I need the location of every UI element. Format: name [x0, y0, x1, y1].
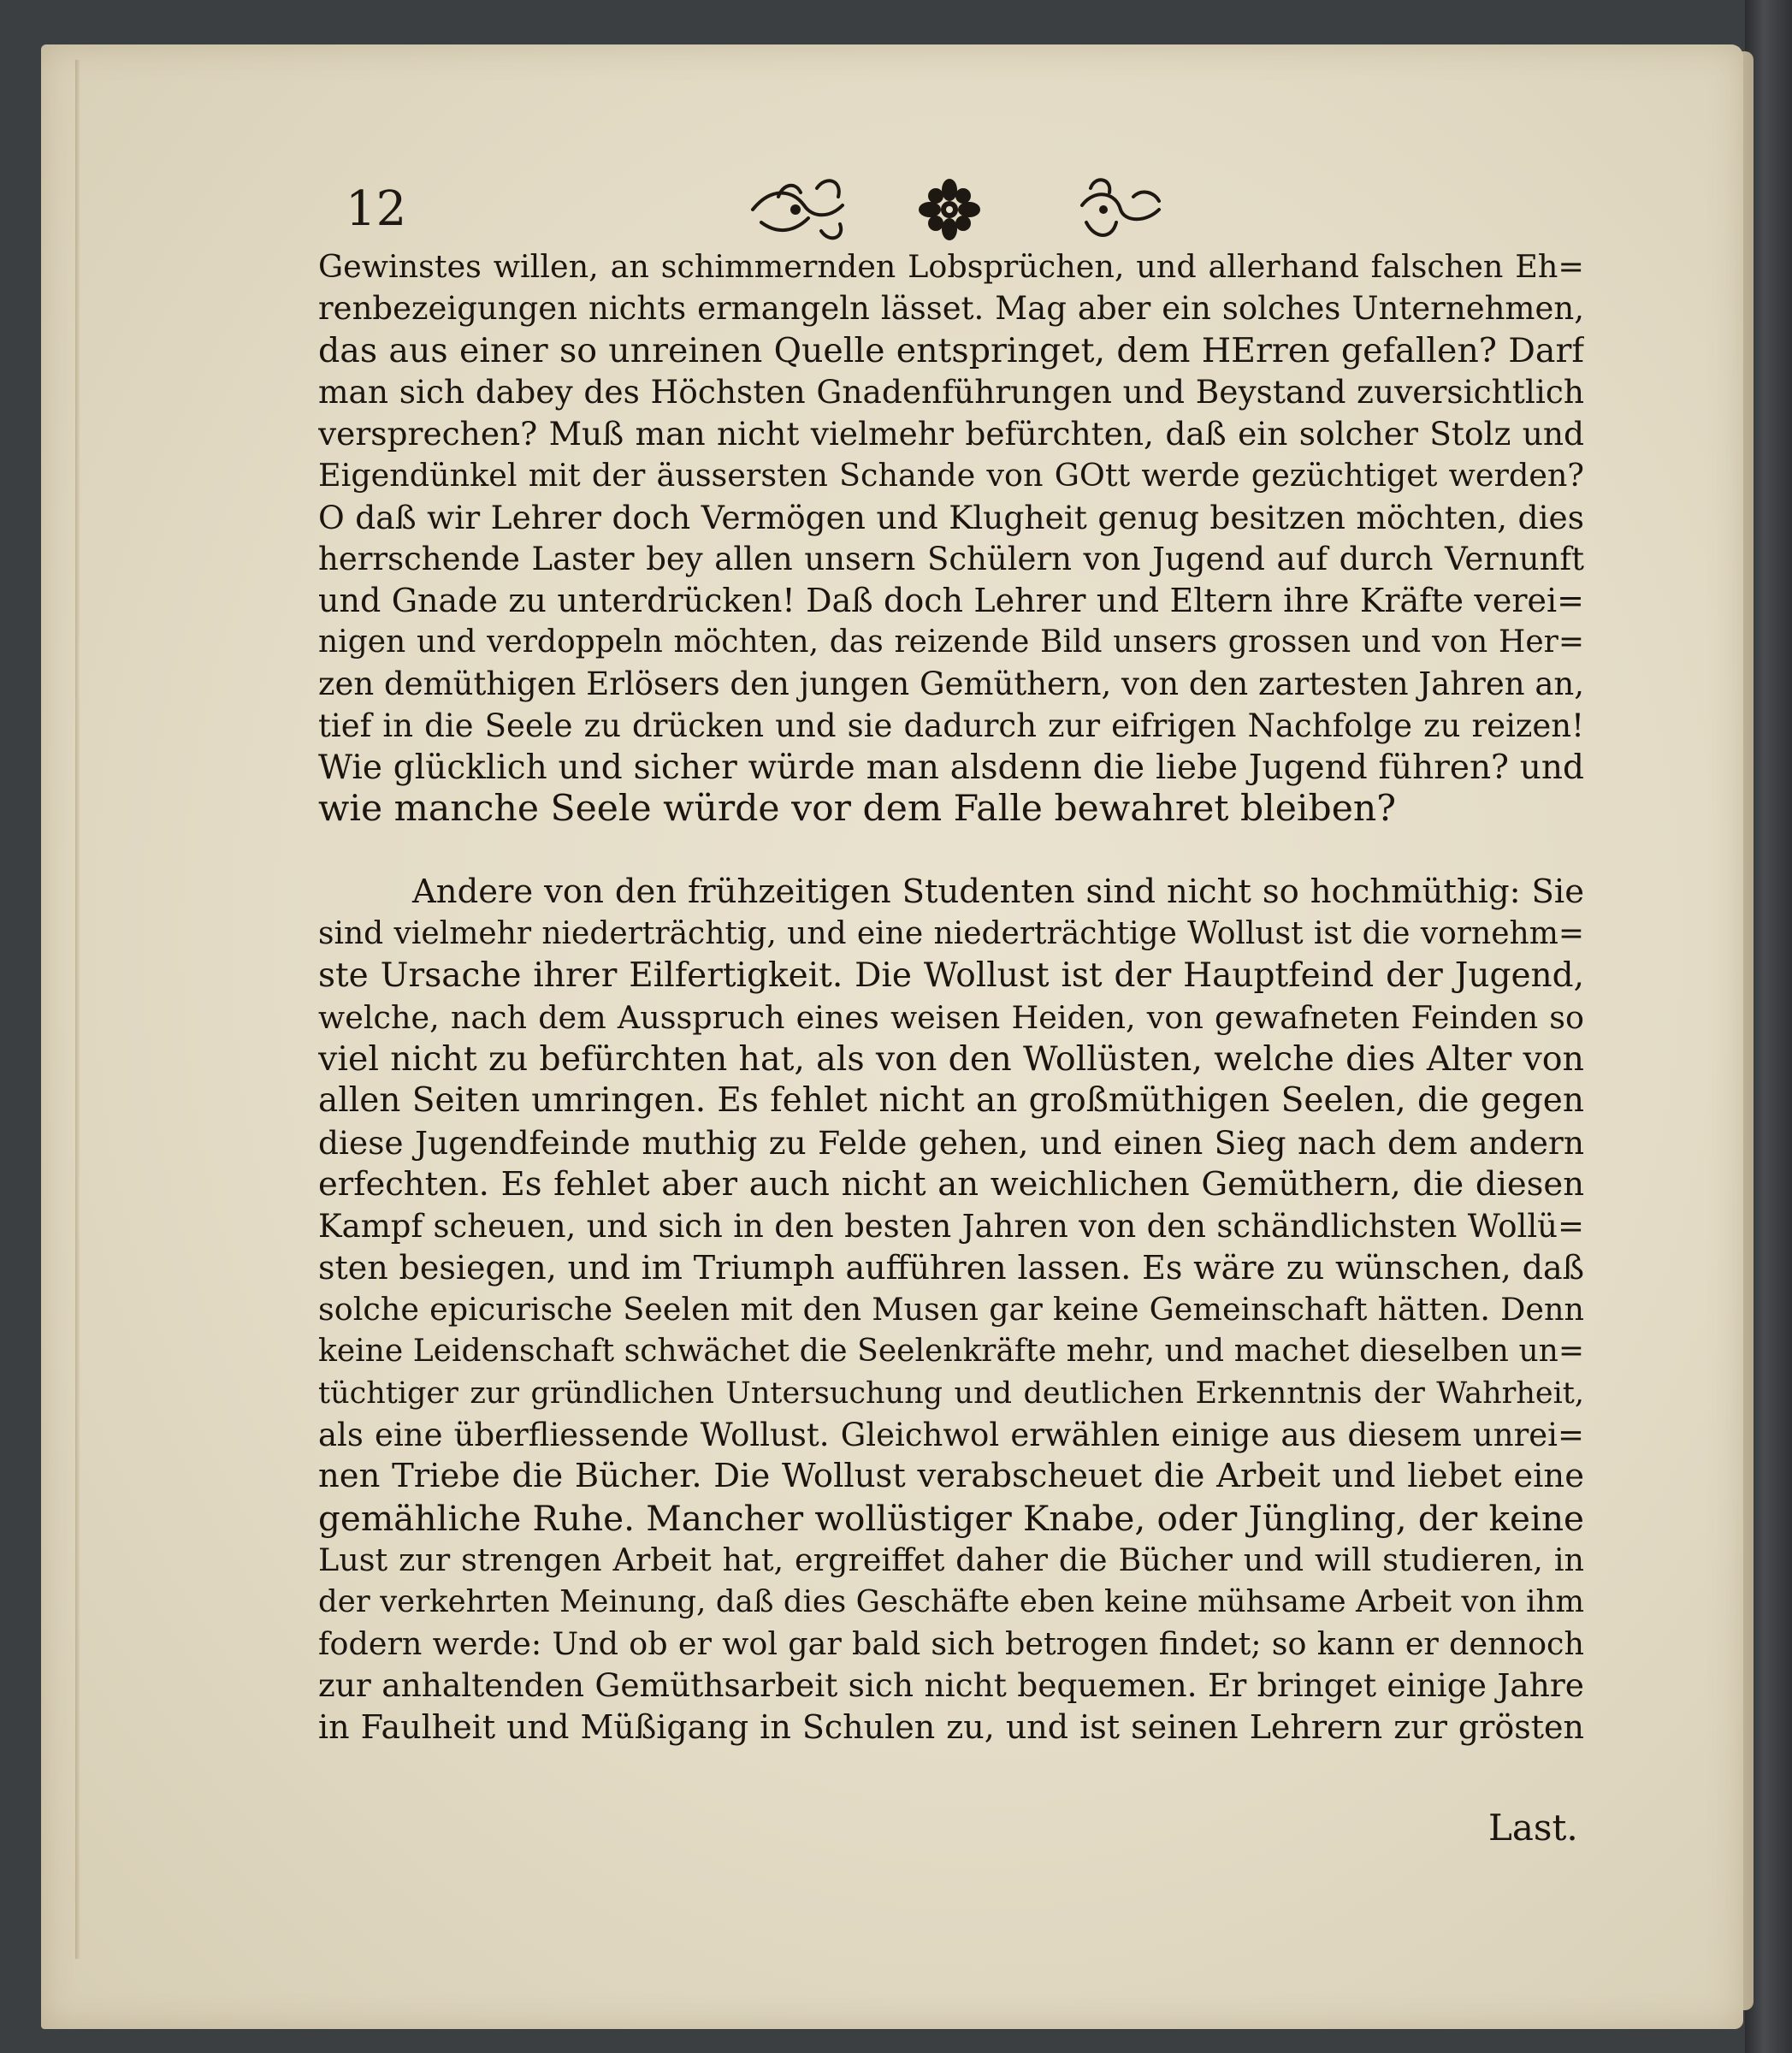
text-line: zur anhaltenden Gemüthsarbeit sich nicht bequemen. Er bringet einige Jahre — [318, 1666, 1584, 1705]
text-line: keine Leidenschaft schwächet die Seelenkräfte mehr, und machet dieselben un= — [318, 1333, 1584, 1369]
text-line: erfechten. Es fehlet aber auch nicht an weichlichen Gemüthern, die diesen — [318, 1164, 1584, 1204]
catchword: Last. — [1488, 1807, 1578, 1849]
text-line: allen Seiten umringen. Es fehlet nicht an großmüthigen Seelen, die gegen — [318, 1081, 1584, 1121]
text-line: wie manche Seele würde vor dem Falle bewahret bleiben? — [318, 789, 1397, 831]
text-line: nen Triebe die Bücher. Die Wollust verabscheuet die Arbeit und liebet eine — [318, 1457, 1584, 1496]
text-line: sind vielmehr niederträchtig, und eine niederträchtige Wollust ist die vornehm= — [318, 915, 1584, 951]
text-line: Wie glücklich und sicher würde man alsdenn die liebe Jugend führen? und — [318, 748, 1584, 787]
paragraph-1 — [318, 246, 1584, 831]
text-line: viel nicht zu befürchten hat, als von den Wollüsten, welche dies Alter von — [318, 1039, 1584, 1080]
center-rosette-ornament — [915, 171, 984, 248]
paragraph-gap — [318, 831, 1584, 872]
text-line: herrschende Laster bey allen unsern Schülern von Jugend auf durch Vernunft — [318, 540, 1584, 577]
text-line: Lust zur strengen Arbeit hat, ergreiffet daher die Bücher und will studieren, in — [318, 1541, 1584, 1578]
page-gutter-shadow — [75, 60, 80, 1959]
page-text-block — [318, 246, 1584, 1748]
text-line: gemähliche Ruhe. Mancher wollüstiger Knabe, oder Jüngling, der keine — [318, 1498, 1584, 1540]
left-scroll-ornament — [744, 171, 855, 248]
text-line: fodern werde: Und ob er wol gar bald sich betrogen findet; so kann er dennoch — [318, 1624, 1584, 1662]
right-scroll-ornament — [1073, 171, 1168, 248]
text-line: welche, nach dem Ausspruch eines weisen Heiden, von gewafneten Feinden so — [318, 998, 1584, 1036]
text-line: ste Ursache ihrer Eilfertigkeit. Die Wollust ist der Hauptfeind der Jugend, — [318, 956, 1584, 995]
text-line: solche epicurische Seelen mit den Musen gar keine Gemeinschaft hätten. Denn — [318, 1291, 1584, 1328]
page-number: 12 — [346, 181, 407, 237]
text-line: Andere von den frühzeitigen Studenten sind nicht so hochmüthig: Sie — [412, 873, 1584, 912]
paragraph-2 — [318, 872, 1584, 1748]
text-line: sten besiegen, und im Triumph aufführen lassen. Es wäre zu wünschen, daß — [318, 1249, 1584, 1287]
text-line: und Gnade zu unterdrücken! Daß doch Lehrer und Eltern ihre Kräfte verei= — [318, 582, 1584, 620]
text-line: tief in die Seele zu drücken und sie dadurch zur eifrigen Nachfolge zu reizen! — [318, 707, 1584, 744]
text-line: man sich dabey des Höchsten Gnadenführungen und Beystand zuversichtlich — [318, 373, 1584, 411]
text-line: renbezeigungen nichts ermangeln lässet. Mag aber ein solches Unternehmen, — [318, 289, 1584, 327]
text-line: der verkehrten Meinung, daß dies Geschäfte eben keine mühsame Arbeit von ihm — [318, 1583, 1584, 1619]
text-line: zen demüthigen Erlösers den jungen Gemüthern, von den zartesten Jahren an, — [318, 665, 1584, 702]
text-line: diese Jugendfeinde muthig zu Felde gehen, und einen Sieg nach dem andern — [318, 1123, 1584, 1162]
text-line: das aus einer so unreinen Quelle entspringet, dem HErren gefallen? Darf — [318, 330, 1584, 370]
text-line: O daß wir Lehrer doch Vermögen und Klugheit genug besitzen möchten, dies — [318, 498, 1584, 536]
text-line: tüchtiger zur gründlichen Untersuchung und deutlichen Erkenntnis der Wahrheit, — [318, 1376, 1584, 1411]
text-line: Kampf scheuen, und sich in den besten Jahren von den schändlichsten Wollü= — [318, 1207, 1584, 1245]
text-line: als eine überfliessende Wollust. Gleichwol erwählen einige aus diesem unrei= — [318, 1416, 1584, 1453]
text-line: Gewinstes willen, an schimmernden Lobsprüchen, und allerhand falschen Eh= — [318, 248, 1584, 285]
text-line: versprechen? Muß man nicht vielmehr befürchten, daß ein solcher Stolz und — [318, 415, 1584, 453]
text-line: Eigendünkel mit der äussersten Schande von GOtt werde gezüchtiget werden? — [318, 456, 1584, 494]
text-line: in Faulheit und Müßigang in Schulen zu, und ist seinen Lehrern zur grösten — [318, 1708, 1584, 1747]
text-line: nigen und verdoppeln möchten, das reizende Bild unsers grossen und von Her= — [318, 624, 1584, 660]
